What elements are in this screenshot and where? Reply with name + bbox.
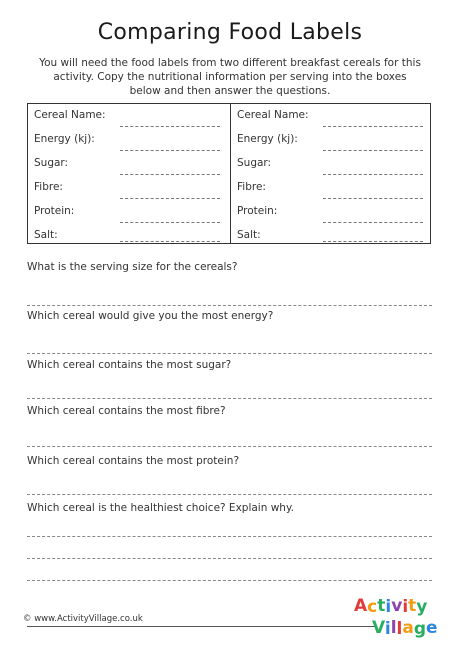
field-row bbox=[28, 106, 228, 130]
write-line[interactable] bbox=[120, 126, 220, 127]
logo-text-activity: Activity bbox=[354, 596, 428, 617]
answer-line[interactable] bbox=[27, 494, 432, 495]
field-row bbox=[231, 154, 431, 178]
nutrition-table bbox=[27, 103, 431, 244]
cereal-column-1 bbox=[28, 104, 228, 243]
field-row bbox=[231, 130, 431, 154]
answer-line[interactable] bbox=[27, 580, 432, 581]
copyright-text: © www.ActivityVillage.co.uk bbox=[23, 614, 146, 624]
field-row bbox=[231, 106, 431, 130]
field-label: Protein: bbox=[34, 205, 75, 217]
write-line[interactable] bbox=[323, 150, 423, 151]
write-line[interactable] bbox=[323, 174, 423, 175]
field-label: Sugar: bbox=[34, 157, 69, 169]
field-label: Fibre: bbox=[34, 181, 63, 193]
question-4: Which cereal contains the most fibre? bbox=[27, 405, 226, 417]
write-line[interactable] bbox=[120, 174, 220, 175]
write-line[interactable] bbox=[120, 222, 220, 223]
question-6: Which cereal is the healthiest choice? Explain why. bbox=[27, 502, 295, 514]
footer-rule bbox=[27, 626, 377, 627]
write-line[interactable] bbox=[120, 198, 220, 199]
field-label: Cereal Name: bbox=[34, 109, 106, 121]
field-label: Salt: bbox=[237, 229, 261, 241]
answer-line[interactable] bbox=[27, 305, 432, 306]
field-label: Protein: bbox=[237, 205, 278, 217]
answer-line[interactable] bbox=[27, 353, 432, 354]
instructions-text: You will need the food labels from two different breakfast cereals for this activity. Copy the nutritional information per serving into the boxes below and then answer the questions. bbox=[39, 57, 421, 97]
write-line[interactable] bbox=[120, 241, 220, 242]
field-label: Sugar: bbox=[237, 157, 272, 169]
answer-line[interactable] bbox=[27, 446, 432, 447]
question-2: Which cereal would give you the most energy? bbox=[27, 310, 274, 322]
field-label: Cereal Name: bbox=[237, 109, 309, 121]
write-line[interactable] bbox=[120, 150, 220, 151]
field-row bbox=[231, 226, 431, 250]
field-row bbox=[28, 178, 228, 202]
logo-text-village: Village bbox=[372, 618, 438, 638]
activity-village-logo bbox=[352, 592, 440, 638]
write-line[interactable] bbox=[323, 241, 423, 242]
field-row bbox=[28, 154, 228, 178]
field-row bbox=[28, 202, 228, 226]
write-line[interactable] bbox=[323, 198, 423, 199]
field-label: Fibre: bbox=[237, 181, 266, 193]
question-1: What is the serving size for the cereals? bbox=[27, 261, 238, 273]
field-row bbox=[28, 130, 228, 154]
field-label: Energy (kj): bbox=[237, 133, 298, 145]
write-line[interactable] bbox=[323, 126, 423, 127]
field-row bbox=[231, 178, 431, 202]
question-5: Which cereal contains the most protein? bbox=[27, 455, 240, 467]
field-label: Salt: bbox=[34, 229, 58, 241]
answer-line[interactable] bbox=[27, 558, 432, 559]
write-line[interactable] bbox=[323, 222, 423, 223]
answer-line[interactable] bbox=[27, 536, 432, 537]
answer-line[interactable] bbox=[27, 398, 432, 399]
field-row bbox=[28, 226, 228, 250]
field-label: Energy (kj): bbox=[34, 133, 95, 145]
cereal-column-2 bbox=[231, 104, 431, 243]
question-3: Which cereal contains the most sugar? bbox=[27, 359, 232, 371]
field-row bbox=[231, 202, 431, 226]
page-title: Comparing Food Labels bbox=[97, 20, 363, 45]
